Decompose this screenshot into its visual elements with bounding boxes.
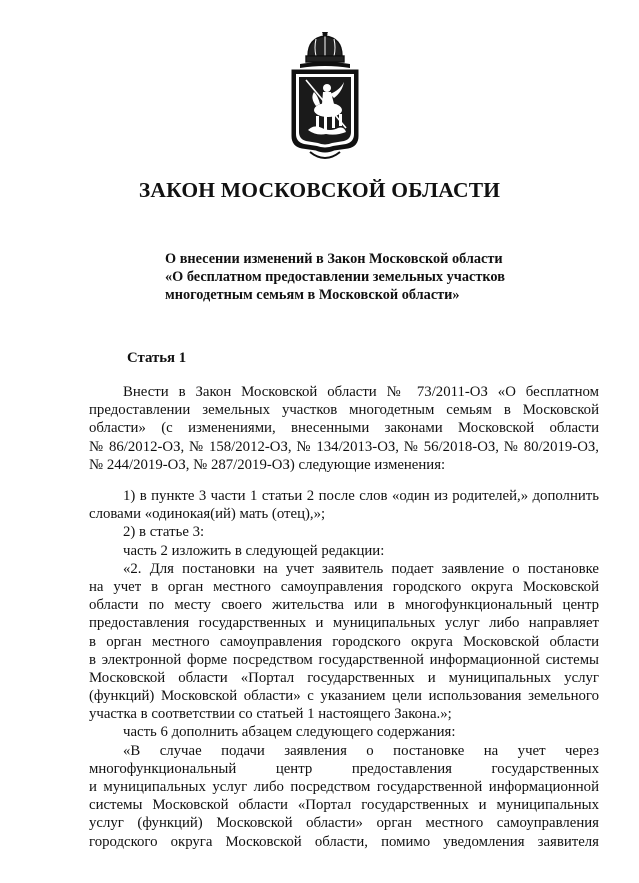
text-line: области по месту своего жительства или в многофункциональный центр — [89, 597, 599, 614]
text-line: 2) в статье 3: — [123, 524, 205, 541]
text-line: в электронной форме посредством государственной информационной системы — [89, 651, 599, 668]
article-heading: Статья 1 — [127, 350, 187, 366]
text-line: системы Московской области «Портал государственных и муниципальных — [89, 797, 599, 814]
subtitle-line: многодетным семьям в Московской области» — [165, 287, 460, 303]
text-line: на учет в орган местного самоуправления городского округа Московской — [89, 578, 599, 595]
text-line: в орган местного самоуправления городского округа Московской области — [89, 633, 599, 650]
text-line: участка в соответствии со статьей 1 настоящего Закона.»; — [89, 706, 452, 723]
document-title: ЗАКОН МОСКОВСКОЙ ОБЛАСТИ — [138, 178, 501, 202]
text-line: предоставлении земельных участков многодетным семьям в Московской — [89, 402, 599, 419]
text-line: Московской области «Портал государственных и муниципальных услуг — [89, 669, 599, 686]
text-line: Внести в Закон Московской области № 73/2011-ОЗ «О бесплатном — [123, 384, 599, 400]
text-line: 1) в пункте 3 части 1 статьи 2 после слов «один из родителей,» дополнить — [123, 488, 599, 504]
document-subtitle — [165, 250, 595, 304]
text-line: часть 6 дополнить абзацем следующего содержания: — [123, 724, 456, 741]
text-line: «В случае подачи заявления о постановке на учет через — [123, 742, 599, 759]
text-line: № 244/2019-ОЗ, № 287/2019-ОЗ) следующие изменения: — [89, 456, 446, 473]
text-line: (функций) Московской области» с указанием цели использования земельного — [89, 688, 599, 705]
text-line: многофункциональный центр предоставления государственных — [89, 760, 599, 777]
text-line: городского округа Московской области, помимо уведомления заявителя — [89, 833, 599, 850]
text-line: области» (с изменениями, внесенными законами Московской области — [89, 420, 599, 437]
text-line: и муниципальных услуг либо посредством государственной информационной — [89, 779, 599, 795]
article-paragraph-2 — [89, 487, 599, 851]
text-line: предоставления государственных и муниципальных услуг либо направляет — [89, 615, 599, 632]
text-line: часть 2 изложить в следующей редакции: — [123, 542, 385, 559]
text-line: «2. Для постановки на учет заявитель подает заявление о постановке — [123, 560, 599, 577]
text-line: словами «одинокая(ий) мать (отец),»; — [89, 506, 326, 523]
moscow-oblast-coat-of-arms-icon — [286, 32, 364, 164]
text-line: № 86/2012-ОЗ, № 158/2012-ОЗ, № 134/2013-ОЗ, № 56/2018-ОЗ, № 80/2019-ОЗ, — [89, 438, 599, 455]
article-paragraph-1 — [89, 383, 599, 474]
subtitle-line: О внесении изменений в Закон Московской области — [165, 251, 503, 267]
text-line: услуг (функций) Московской области» орган местного самоуправления — [89, 815, 599, 832]
subtitle-line: «О бесплатном предоставлении земельных участков — [165, 269, 505, 285]
